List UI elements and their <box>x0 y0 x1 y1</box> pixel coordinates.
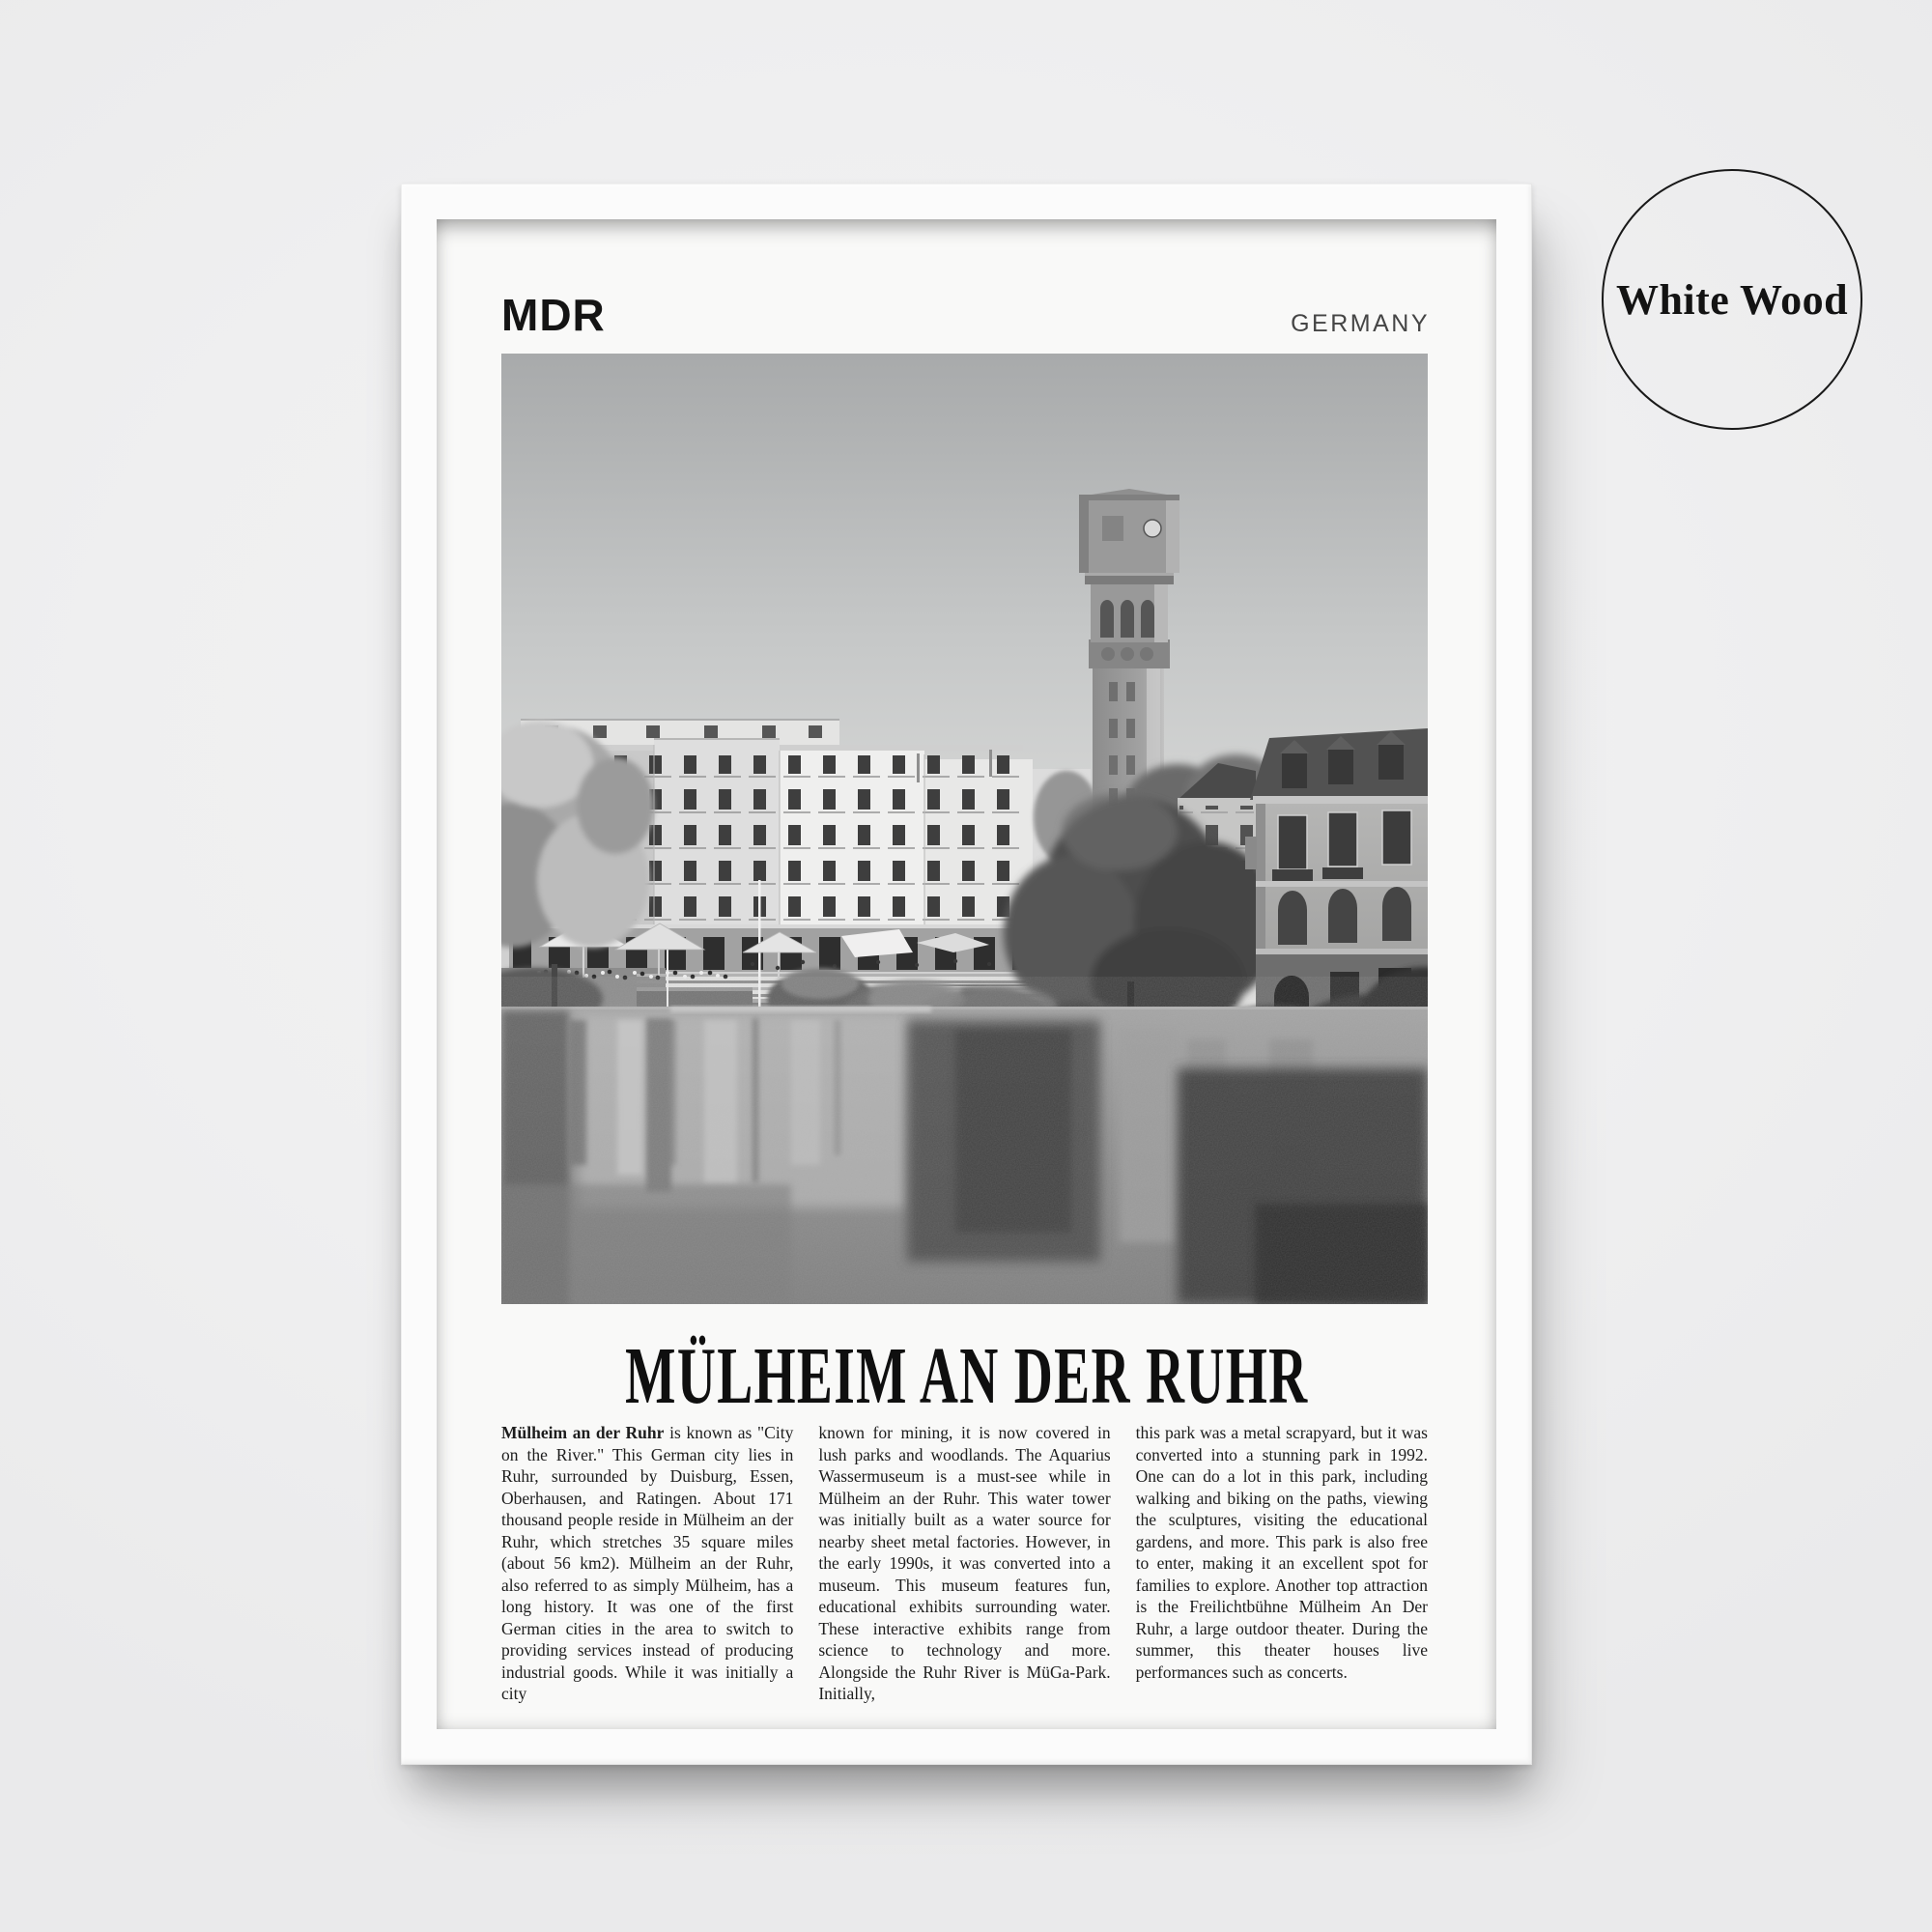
poster-paper <box>437 219 1496 1729</box>
poster-brand: MDR <box>501 290 606 340</box>
body-lead: Mülheim an der Ruhr <box>501 1423 665 1442</box>
poster-body <box>501 1422 1428 1705</box>
frame-style-label: White Wood <box>1615 275 1849 324</box>
poster-country: GERMANY <box>1291 309 1430 337</box>
body-column-1: Mülheim an der Ruhr is known as "City on the River." This German city lies in Ruhr, surrounded by Duisburg, Essen, Oberhausen, and Ratingen. About 171 thousand people reside in Mülheim an der Ruhr, which stretches 35 square miles (about 56 km2). Mülheim an der Ruhr, also referred to as simply Mülheim, has a long history. It was one of the first German cities in the area to switch to providing services instead of producing industrial goods. While it was initially a city <box>501 1423 794 1703</box>
poster-headline: MÜLHEIM AN DER RUHR <box>624 1331 1309 1421</box>
body-column-2: known for mining, it is now covered in lush parks and woodlands. The Aquarius Wassermuseum is a must-see while in Mülheim an der Ruhr. This water tower was initially built as a water source for nearby sheet metal factories. However, in the early 1990s, it was converted into a museum. This museum features fun, educational exhibits surrounding water. These interactive exhibits range from science to technology and more. Alongside the Ruhr River is MüGa-Park. Initially, <box>818 1423 1111 1703</box>
poster-frame <box>401 184 1532 1765</box>
frame-style-badge <box>1602 169 1862 430</box>
cityscape-photo <box>501 354 1428 1304</box>
poster-header <box>501 283 1430 340</box>
river-water <box>501 1007 1428 1304</box>
body-column-3: this park was a metal scrapyard, but it was converted into a stunning park in 1992. One can do a lot in this park, including walking and biking on the paths, viewing the sculptures, visiting the educational gardens, and more. This park is also free to enter, making it an excellent spot for families to explore. Another top attraction is the Freilichtbühne Mülheim An Der Ruhr, a large outdoor theater. During the summer, this theater houses live performances such as concerts. <box>1135 1423 1428 1682</box>
